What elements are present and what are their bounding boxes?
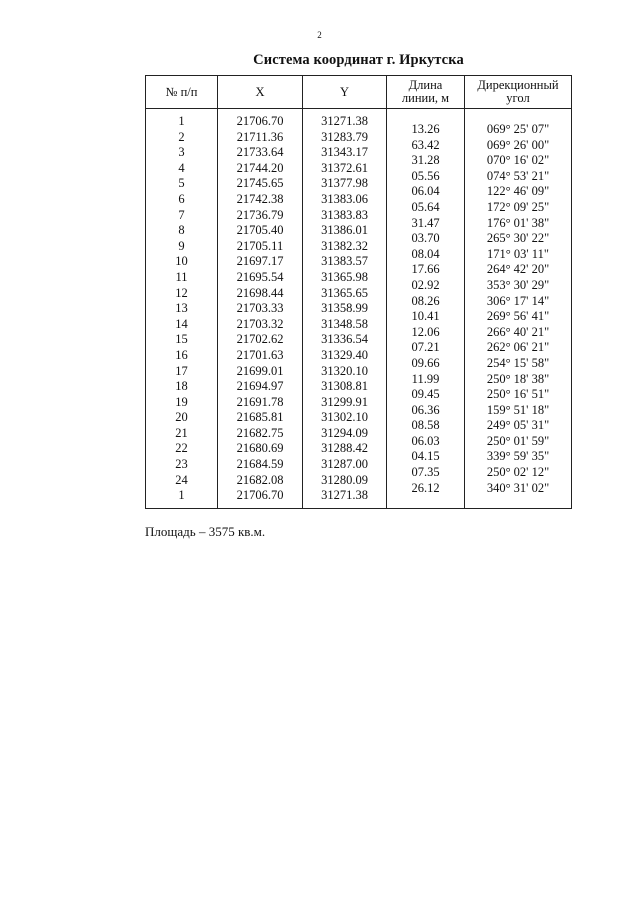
cell-num: 7 — [178, 207, 185, 222]
cell-num: 1 — [178, 488, 185, 503]
cell-x: 21706.70 — [236, 114, 284, 128]
cell-length: 06.03 — [411, 433, 440, 448]
cell-x: 21701.63 — [236, 347, 284, 362]
cell-length: 08.26 — [411, 293, 440, 308]
cell-num: 1 — [178, 114, 185, 128]
cell-angle: 339° 59' 35" — [486, 449, 550, 464]
cell-y: 31294.09 — [321, 425, 368, 440]
cell-num: 9 — [178, 238, 185, 253]
cell-length: 07.21 — [411, 340, 440, 355]
cell-num: 20 — [175, 410, 188, 425]
cell-length: 06.04 — [411, 184, 440, 199]
column-angle — [465, 122, 571, 496]
cell-y: 31283.79 — [321, 129, 368, 144]
cell-angle: 264° 42' 20" — [486, 262, 550, 277]
cell-num: 19 — [175, 394, 188, 409]
cell-y: 31383.83 — [321, 207, 368, 222]
cell-angle: 250° 16' 51" — [486, 387, 550, 402]
cell-length: 04.15 — [411, 449, 440, 464]
cell-x: 21705.11 — [236, 238, 284, 253]
cell-length: 06.36 — [411, 402, 440, 417]
cell-length: 08.58 — [411, 418, 440, 433]
cell-angle: 353° 30' 29" — [486, 277, 550, 292]
cell-y: 31329.40 — [321, 347, 368, 362]
cell-num: 21 — [175, 425, 188, 440]
cell-x: 21706.70 — [236, 488, 284, 503]
cell-y: 31386.01 — [321, 223, 368, 238]
cell-num: 5 — [178, 176, 185, 191]
cell-angle: 250° 02' 12" — [486, 465, 550, 480]
cell-length: 05.56 — [411, 168, 440, 183]
cell-length: 03.70 — [411, 231, 440, 246]
cell-y: 31308.81 — [321, 379, 368, 394]
cell-num: 24 — [175, 472, 188, 487]
cell-angle: 262° 06' 21" — [486, 340, 550, 355]
cell-x: 21703.33 — [236, 301, 284, 316]
cell-x: 21702.62 — [236, 332, 284, 347]
cell-length: 31.28 — [411, 153, 440, 168]
cell-angle: 266° 40' 21" — [486, 324, 550, 339]
cell-x: 21684.59 — [236, 457, 284, 472]
cell-y: 31382.32 — [321, 238, 368, 253]
cell-y: 31271.38 — [321, 114, 368, 128]
header-x: X — [255, 84, 265, 99]
cell-y: 31299.91 — [321, 394, 368, 409]
cell-num: 16 — [175, 347, 188, 362]
cell-num: 6 — [178, 191, 185, 206]
cell-y: 31271.38 — [321, 488, 368, 503]
area-text: Площадь – 3575 кв.м. — [145, 524, 266, 539]
cell-num: 8 — [178, 223, 185, 238]
cell-num: 11 — [175, 269, 188, 284]
column-length — [387, 122, 464, 496]
cell-x: 21711.36 — [236, 129, 284, 144]
cell-length: 05.64 — [411, 199, 440, 214]
header-num: № п/п — [165, 84, 198, 99]
cell-angle: 306° 17' 14" — [486, 293, 550, 308]
cell-num: 2 — [178, 129, 185, 144]
column-num — [146, 114, 217, 504]
cell-x: 21682.08 — [236, 472, 284, 487]
cell-angle: 269° 56' 41" — [486, 309, 550, 324]
cell-num: 18 — [175, 379, 188, 394]
cell-x: 21698.44 — [236, 285, 284, 300]
cell-y: 31336.54 — [321, 332, 368, 347]
cell-x: 21745.65 — [236, 176, 284, 191]
cell-y: 31365.98 — [321, 269, 368, 284]
cell-length: 12.06 — [411, 324, 440, 339]
cell-length: 11.99 — [411, 371, 440, 386]
cell-length: 09.45 — [411, 387, 440, 402]
header-y: Y — [339, 84, 350, 99]
cell-length: 08.04 — [411, 246, 440, 261]
cell-angle: 250° 18' 38" — [486, 371, 550, 386]
cell-num: 10 — [175, 254, 188, 269]
cell-length: 13.26 — [411, 122, 440, 136]
cell-num: 12 — [175, 285, 188, 300]
cell-x: 21691.78 — [236, 394, 284, 409]
cell-x: 21695.54 — [236, 269, 284, 284]
cell-angle: 171° 03' 11" — [487, 246, 549, 261]
cell-angle: 249° 05' 31" — [486, 418, 550, 433]
cell-length: 17.66 — [411, 262, 440, 277]
cell-angle: 172° 09' 25" — [486, 199, 550, 214]
cell-x: 21685.81 — [236, 410, 284, 425]
cell-num: 23 — [175, 457, 188, 472]
cell-length: 07.35 — [411, 465, 440, 480]
cell-num: 14 — [175, 316, 188, 331]
cell-x: 21733.64 — [236, 145, 284, 160]
cell-length: 31.47 — [411, 215, 440, 230]
cell-num: 13 — [175, 301, 188, 316]
cell-x: 21682.75 — [236, 425, 284, 440]
cell-x: 21744.20 — [236, 160, 284, 175]
cell-y: 31377.98 — [321, 176, 368, 191]
cell-y: 31372.61 — [321, 160, 368, 175]
cell-num: 3 — [178, 145, 185, 160]
cell-num: 17 — [175, 363, 188, 378]
cell-y: 31302.10 — [321, 410, 368, 425]
header-angle: Дирекционный угол — [477, 78, 559, 105]
header-divider — [146, 108, 571, 109]
column-y — [303, 114, 386, 504]
cell-x: 21699.01 — [236, 363, 284, 378]
cell-x: 21705.40 — [236, 223, 284, 238]
page-number: 2 — [317, 30, 322, 40]
coordinates-table — [145, 75, 572, 509]
cell-x: 21742.38 — [236, 191, 284, 206]
cell-length: 02.92 — [411, 277, 440, 292]
cell-angle: 340° 31' 02" — [486, 480, 550, 495]
cell-x: 21680.69 — [236, 441, 284, 456]
cell-y: 31280.09 — [321, 472, 368, 487]
cell-y: 31320.10 — [321, 363, 368, 378]
cell-length: 10.41 — [411, 309, 440, 324]
cell-angle: 265° 30' 22" — [486, 231, 550, 246]
cell-angle: 159° 51' 18" — [486, 402, 550, 417]
cell-x: 21736.79 — [236, 207, 284, 222]
cell-length: 09.66 — [411, 355, 440, 370]
cell-angle: 069° 26' 00" — [486, 137, 550, 152]
table-title: Система координат г. Иркутска — [253, 52, 464, 68]
cell-angle: 250° 01' 59" — [486, 433, 550, 448]
cell-x: 21694.97 — [236, 379, 284, 394]
cell-angle: 069° 25' 07" — [486, 122, 550, 136]
cell-y: 31358.99 — [321, 301, 368, 316]
cell-y: 31348.58 — [321, 316, 368, 331]
cell-num: 22 — [175, 441, 188, 456]
cell-y: 31288.42 — [321, 441, 368, 456]
cell-num: 15 — [175, 332, 188, 347]
cell-x: 21703.32 — [236, 316, 284, 331]
header-length: Длина линии, м — [401, 78, 450, 105]
column-x — [218, 114, 302, 504]
cell-y: 31343.17 — [321, 145, 368, 160]
cell-angle: 122° 46' 09" — [486, 184, 550, 199]
cell-angle: 070° 16' 02" — [486, 153, 550, 168]
cell-angle: 254° 15' 58" — [486, 355, 550, 370]
cell-x: 21697.17 — [236, 254, 284, 269]
cell-y: 31383.57 — [321, 254, 368, 269]
cell-num: 4 — [178, 160, 185, 175]
cell-y: 31365.65 — [321, 285, 368, 300]
cell-length: 26.12 — [411, 480, 440, 495]
cell-angle: 074° 53' 21" — [486, 168, 550, 183]
cell-y: 31383.06 — [321, 191, 368, 206]
cell-y: 31287.00 — [321, 457, 368, 472]
cell-angle: 176° 01' 38" — [486, 215, 550, 230]
cell-length: 63.42 — [411, 137, 440, 152]
